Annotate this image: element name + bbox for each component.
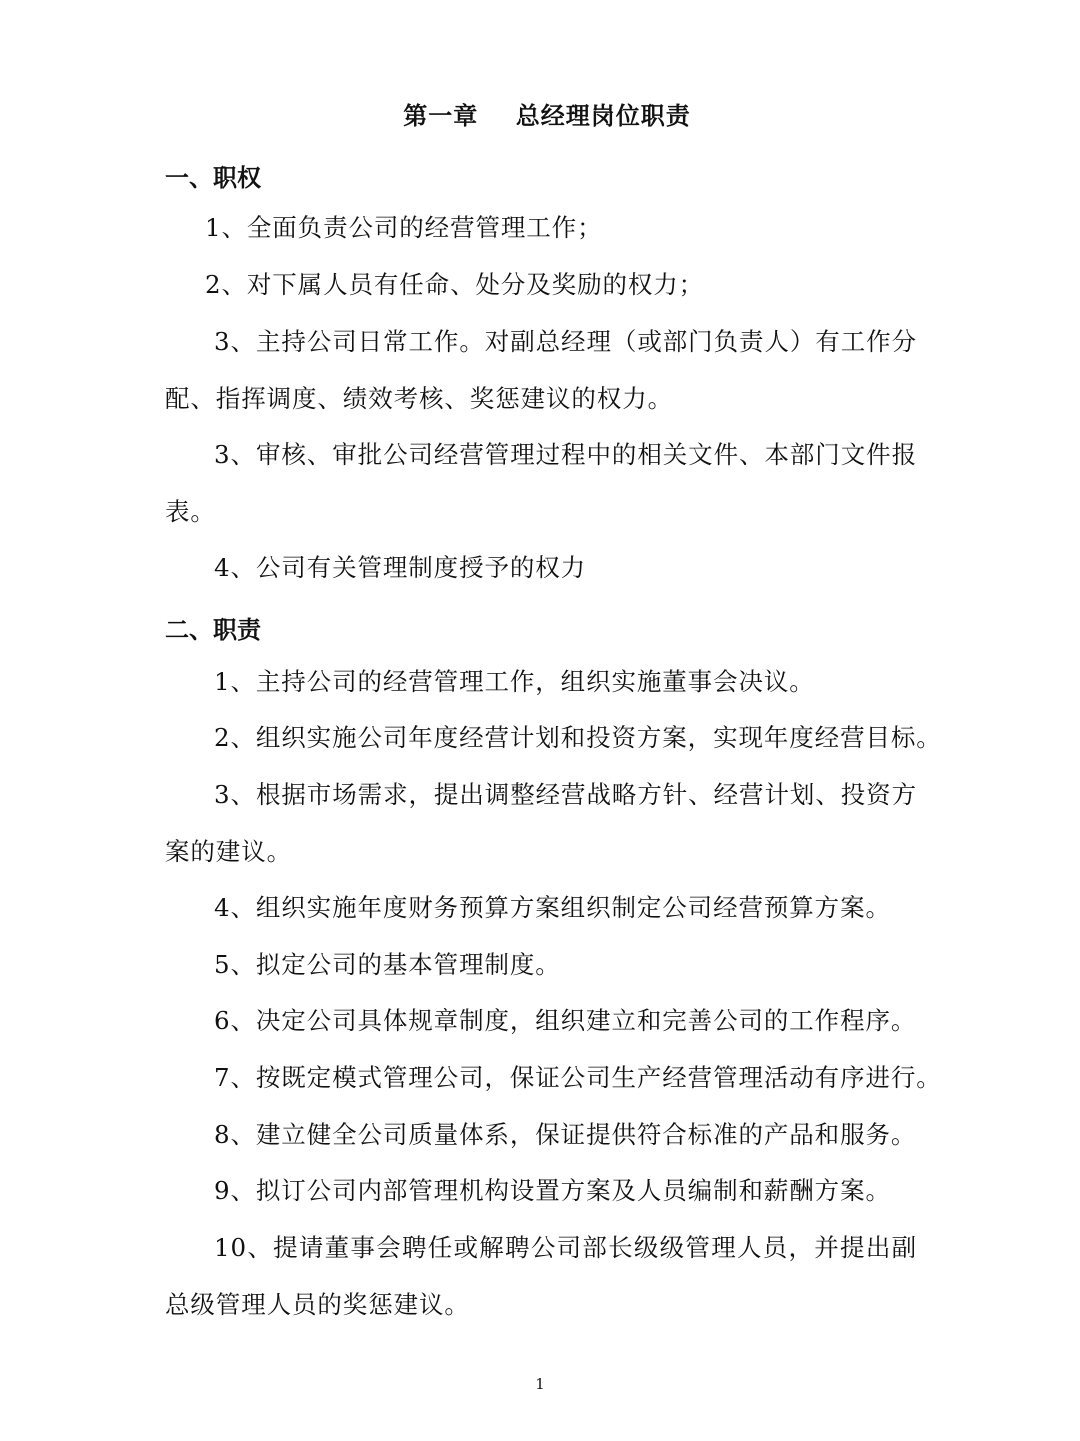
- duty-item-10: 10、提请董事会聘任或解聘公司部长级级管理人员，并提出副总级管理人员的奖惩建议。: [165, 1233, 917, 1319]
- chapter-title: 第一章 总经理岗位职责: [403, 101, 691, 130]
- authority-item-3b: 3、审核、审批公司经营管理过程中的相关文件、本部门文件报表。: [165, 440, 917, 526]
- authority-item-2: 2、对下属人员有任命、处分及奖励的权力；: [205, 270, 705, 299]
- authority-item-3: 3、主持公司日常工作。对副总经理（或部门负责人）有工作分配、指挥调度、绩效考核、奖惩建议的权力。: [165, 327, 917, 413]
- duty-item-4: 4、组织实施年度财务预算方案组织制定公司经营预算方案。: [214, 893, 891, 922]
- duty-item-3: 3、根据市场需求，提出调整经营战略方针、经营计划、投资方案的建议。: [165, 780, 917, 866]
- duty-item-1: 1、主持公司的经营管理工作，组织实施董事会决议。: [214, 667, 815, 696]
- duty-item-7: 7、按既定模式管理公司，保证公司生产经营管理活动有序进行。: [214, 1063, 942, 1092]
- section-heading-authority: 一、职权: [165, 163, 261, 192]
- duty-item-8: 8、建立健全公司质量体系，保证提供符合标准的产品和服务。: [214, 1120, 917, 1149]
- section-heading-duties: 二、职责: [165, 615, 261, 644]
- page-number: 1: [535, 1375, 545, 1393]
- duty-item-2: 2、组织实施公司年度经营计划和投资方案，实现年度经营目标。: [214, 723, 942, 752]
- duty-item-5: 5、拟定公司的基本管理制度。: [214, 950, 561, 979]
- authority-item-4: 4、公司有关管理制度授予的权力: [214, 553, 587, 582]
- duty-item-6: 6、决定公司具体规章制度，组织建立和完善公司的工作程序。: [214, 1006, 917, 1035]
- authority-item-1: 1、全面负责公司的经营管理工作；: [205, 213, 603, 242]
- duty-item-9: 9、拟订公司内部管理机构设置方案及人员编制和薪酬方案。: [214, 1176, 891, 1205]
